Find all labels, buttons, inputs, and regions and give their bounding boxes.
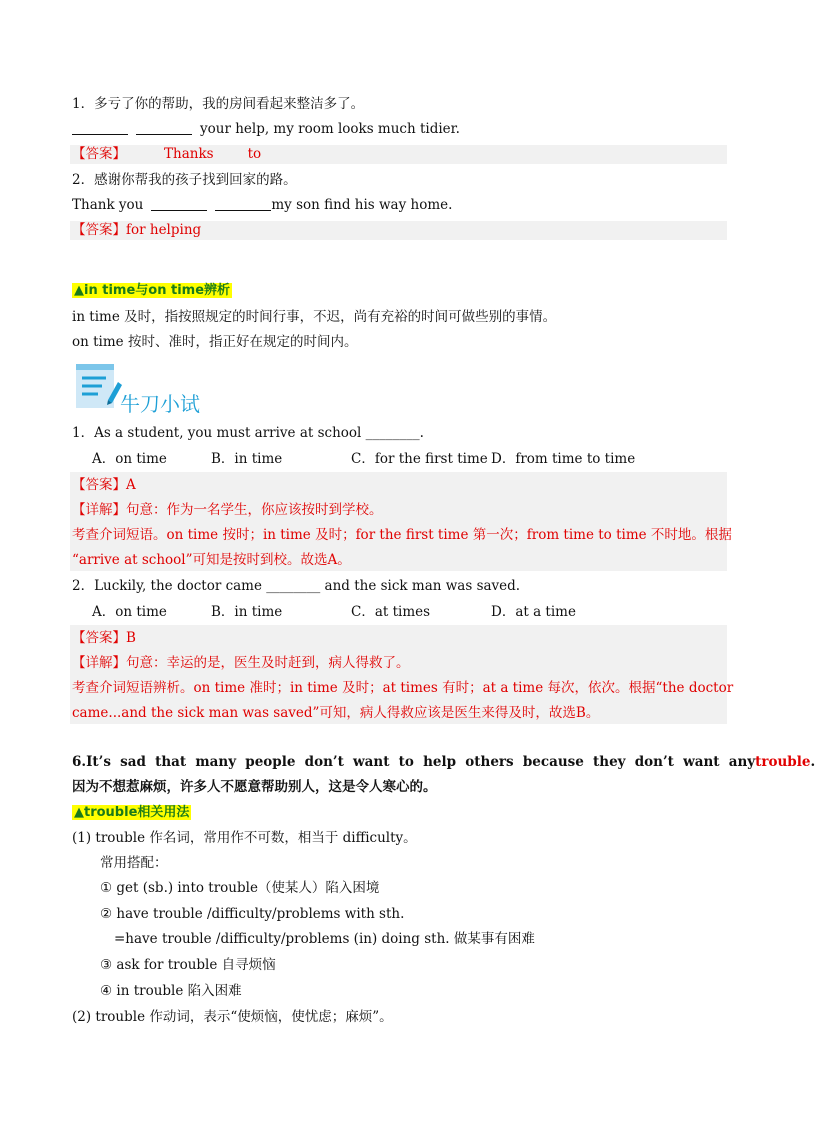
answer-word-2: to — [247, 146, 262, 162]
q2-english-before: Thank you — [72, 197, 144, 213]
trial-q1-answer: 【答案】A — [72, 477, 136, 493]
s6-keyword: trouble — [755, 754, 811, 770]
trial-q2-answer: 【答案】B — [72, 630, 136, 646]
trouble-verb: (2) trouble 作动词，表示“使烦恼，使忧虑；麻烦”。 — [72, 1009, 393, 1025]
highlight-heading: ▲in time与on time辨析 — [74, 283, 231, 298]
trouble-collocations-label: 常用搭配： — [100, 855, 168, 871]
in-time-definition: in time 及时，指按照规定的时间行事，不迟，尚有充裕的时间可做些别的事情。 — [72, 309, 557, 325]
trial-q2-option-d: D．at a time — [491, 604, 576, 620]
highlight-heading-trouble: ▲trouble相关用法 — [74, 805, 190, 820]
trial-title: 牛刀小试 — [120, 392, 200, 416]
s6-sentence — [72, 752, 815, 772]
trouble-item-4: ④ in trouble 陷入困难 — [100, 983, 242, 999]
trouble-noun: (1) trouble 作名词，常用作不可数，相当于 difficulty。 — [72, 830, 417, 846]
trial-q1-detail-2: 考查介词短语。on time 按时；in time 及时；for the first time 第一次；from time to time 不时地。根据 — [72, 527, 732, 543]
q2-english — [72, 195, 452, 215]
trial-q1-option-b: B．in time — [211, 451, 283, 467]
trial-q2-detail-2: 考查介词短语辨析。on time 准时；in time 及时；at times 有时；at a time 每次，依次。根据“the doctor — [72, 680, 734, 696]
s6-translation: 因为不想惹麻烦，许多人不愿意帮助别人，这是令人寒心的。 — [72, 779, 437, 795]
trial-q1-stem: 1．As a student, you must arrive at school ________. — [72, 425, 424, 441]
note-pencil-icon — [74, 362, 122, 412]
trial-q2-option-c: C．at times — [351, 604, 431, 620]
blank-3 — [151, 196, 207, 211]
section-time-heading — [72, 280, 232, 301]
answer-word-1: Thanks — [164, 146, 214, 162]
trouble-item-3: ③ ask for trouble 自寻烦恼 — [100, 957, 276, 973]
blank-1 — [72, 120, 128, 135]
q2-english-after: my son find his way home. — [271, 197, 453, 213]
trial-q1-detail-3: “arrive at school”可知是按时到校。故选A。 — [72, 552, 351, 568]
on-time-definition: on time 按时、准时，指正好在规定的时间内。 — [72, 334, 358, 350]
trial-q2-detail-1: 【详解】句意：幸运的是，医生及时赶到，病人得救了。 — [72, 655, 410, 671]
trial-q2-option-a: A．on time — [92, 604, 167, 620]
q1-chinese: 1．多亏了你的帮助，我的房间看起来整洁多了。 — [72, 96, 365, 112]
answer-label: 【答案】 — [72, 146, 126, 162]
q1-answer — [72, 144, 261, 164]
trial-q2-option-b: B．in time — [211, 604, 283, 620]
q1-english — [72, 119, 460, 139]
trial-q1-option-d: D．from time to time — [491, 451, 636, 467]
q2-chinese: 2．感谢你帮我的孩子找到回家的路。 — [72, 172, 297, 188]
trial-q2-stem: 2．Luckily, the doctor came ________ and the sick man was saved. — [72, 578, 521, 594]
trouble-heading — [72, 802, 191, 823]
trouble-item-2b: =have trouble /difficulty/problems (in) doing sth. 做某事有困难 — [114, 931, 535, 947]
trial-q1-detail-1: 【详解】句意：作为一名学生，你应该按时到学校。 — [72, 502, 383, 518]
blank-2 — [136, 120, 192, 135]
trial-q1-option-c: C．for the first time — [351, 451, 488, 467]
trouble-item-2: ② have trouble /difficulty/problems with sth. — [100, 906, 405, 922]
trouble-item-1: ① get (sb.) into trouble（使某人）陷入困境 — [100, 880, 380, 896]
blank-4 — [215, 196, 271, 211]
q2-answer: 【答案】for helping — [72, 222, 202, 238]
trial-q1-option-a: A．on time — [92, 451, 167, 467]
s6-sentence-end: . — [810, 754, 815, 770]
q1-english-text: your help, my room looks much tidier. — [200, 121, 460, 137]
s6-sentence-text: 6.It’s sad that many people don’t want to help others because they don’t want any — [72, 754, 756, 770]
trial-q2-detail-3: came...and the sick man was saved”可知，病人得救应该是医生来得及时，故选B。 — [72, 705, 600, 721]
